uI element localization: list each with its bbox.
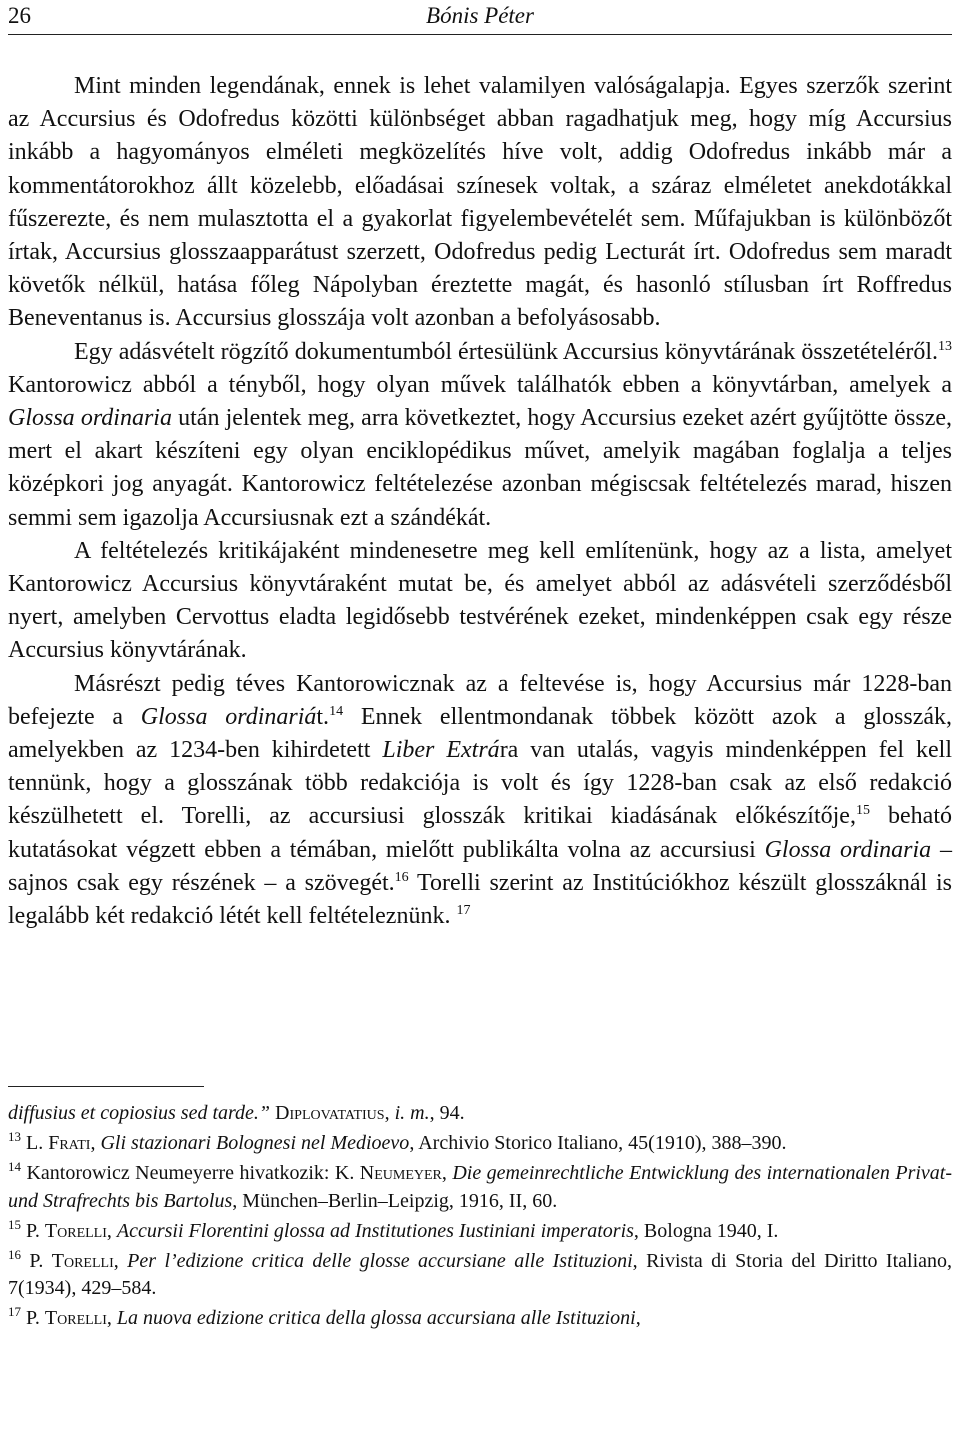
text-run: beható kutatásokat végzett ebben a témában, mielőtt publikálta volna az accursiusi <box>8 803 952 863</box>
author-name: Torelli <box>44 1307 107 1330</box>
footnote <box>8 1248 952 1302</box>
text-run: Egy adásvételt rögzítő dokumentumból értesülünk Accursius könyvtárának összetételéről. <box>74 338 938 365</box>
text-run: , Bologna 1940, I. <box>633 1219 779 1242</box>
footnote <box>8 1305 952 1332</box>
footnote-marker: 14 <box>329 703 344 719</box>
italic-text: La nuova edizione critica della glossa accursiana alle Istituzioni <box>116 1307 636 1330</box>
footnote-marker: 14 <box>8 1159 21 1175</box>
text-run: után jelentek meg, arra következtet, hogy Accursius ezeket azért gyűjtötte össze, mert el akart készíteni egy olyan enciklopédikus művet, amelyik magában foglalja a teljes középkori jog anyagát. Kantorowicz feltételezése azonban mégiscsak feltételezés marad, hiszen semmi sem igazolja Accursiusnak ezt a szándékát. <box>8 405 953 531</box>
text-run: Torelli szerint az Institúciókhoz készült glosszáknál is legalább két redakció létét kell feltételeznünk. <box>8 869 952 930</box>
footnote-marker: 15 <box>8 1216 21 1232</box>
body-text <box>8 70 952 933</box>
footnote <box>8 1100 952 1127</box>
text-run: A feltételezés kritikájaként mindenesetre meg kell említenünk, hogy az a lista, amelyet Kantorowicz Accursius könyvtáraként mutat be, és amelyet abból az adásvételi szerződésből nyert, amelyben Cervottus eladta legidősebb testvérének ezeket, mindenképpen csak egy része Accursius könyvtárának. <box>8 537 952 664</box>
italic-text: i. m. <box>394 1102 430 1124</box>
paragraph <box>8 535 952 668</box>
text-run: Kantorowicz abból a tényből, hogy olyan művek találhatók ebben a könyvtárban, amelyek a <box>8 371 952 398</box>
italic-text: Liber Extrá <box>382 737 500 764</box>
paragraph <box>8 70 952 336</box>
text-run: , <box>384 1102 395 1124</box>
text-run: , Rivista di Storia del Diritto Italiano, 7(1934), 429–584. <box>8 1250 953 1300</box>
text-run: Kantorowicz Neumeyerre hivatkozik: K. <box>21 1162 360 1185</box>
footnote-marker: 17 <box>8 1304 21 1320</box>
footnote <box>8 1130 952 1157</box>
text-run: , <box>90 1132 101 1155</box>
footnote-marker: 15 <box>855 803 870 819</box>
text-run: , Archivio Storico Italiano, 45(1910), 388–390. <box>409 1132 787 1155</box>
author-name: Torelli <box>51 1250 114 1273</box>
italic-text: Glossa ordinariá <box>140 703 317 730</box>
footnote <box>8 1160 952 1214</box>
footnote-marker: 16 <box>8 1247 21 1263</box>
footnotes <box>8 1100 952 1336</box>
text-run: t. <box>316 703 330 730</box>
text-run: Mint minden legendának, ennek is lehet valamilyen valóságalapja. Egyes szerzők szerint az Accursius és Odofredus közötti különbséget abban ragadhatjuk meg, hogy míg Accursius inkább a hagyományos elméleti megközelítés híve volt, addig Odofredus inkább már a kommentátorokhoz állt közelebb, előadásai színesek voltak, a száraz elméletet anekdotákkal fűszerezte, és nem mulasztotta el a gyakorlat figyelembevételét sem. Műfajukban is különbözőt írtak, Accursius glosszaapparátust szerzett, Odofredus pedig Lecturát írt. Odofredus sem maradt követők nélkül, hatása főleg Nápolyban éreztette magát, és hasonló stílusban írt Roffredus Beneventanus is. Accursius glosszája volt azonban a befolyásosabb. <box>8 73 952 332</box>
footnote-marker: 16 <box>394 869 409 885</box>
footnote-marker: 13 <box>938 338 952 354</box>
running-head-author: Bónis Péter <box>426 3 534 28</box>
text-run: , <box>635 1307 641 1330</box>
text-run: Ennek ellentmondanak többek között azok a glosszák, amelyekben az 1234-ben kihirdetett <box>8 703 952 764</box>
italic-text: diffusius et copiosius sed tarde.” <box>8 1102 276 1124</box>
footnote-marker: 13 <box>8 1129 21 1145</box>
author-name: Neumeyer <box>359 1162 442 1185</box>
page-number: 26 <box>8 3 31 28</box>
text-run: , <box>106 1219 117 1242</box>
author-name: Frati <box>48 1132 91 1155</box>
footnote-marker: 17 <box>456 903 471 919</box>
italic-text: Glossa ordinaria <box>8 405 172 432</box>
author-name: Torelli <box>44 1219 107 1242</box>
italic-text: Die gemeinrechtliche Entwicklung des internationalen Privat- und Strafrechts bis Bartolus <box>8 1162 953 1212</box>
text-run: – sajnos csak egy részének – a szövegét. <box>8 836 953 896</box>
text-run: L. <box>21 1132 49 1155</box>
author-name: Diplovatatius <box>275 1102 385 1124</box>
text-run: , 94. <box>429 1102 465 1124</box>
text-run: , <box>106 1307 117 1330</box>
italic-text: Glossa ordinaria <box>764 836 932 863</box>
italic-text: Gli stazionari Bolognesi nel Medioevo <box>100 1132 410 1155</box>
text-run: , <box>441 1162 453 1185</box>
paragraph <box>8 668 952 934</box>
text-run: P. <box>21 1307 45 1330</box>
paragraph <box>8 336 952 535</box>
text-run: P. <box>21 1250 52 1273</box>
text-run: , <box>113 1250 128 1273</box>
footnote-separator <box>8 1086 204 1087</box>
italic-text: Per l’edizione critica delle glosse accursiane alle Istituzioni <box>127 1250 633 1273</box>
italic-text: Accursii Florentini glossa ad Institutiones Iustiniani imperatoris <box>116 1219 634 1242</box>
text-run: ra van utalás, vagyis mindenképpen fel kell tennünk, hogy a glosszának több redakciója is volt és így 1228-ban csak az első redakció készülhetett el. Torelli, az accursiusi glosszák kritikai kiadásának előkészítője, <box>8 737 953 830</box>
text-run: Másrészt pedig téves Kantorowicznak az a feltevése is, hogy Accursius már 1228-ban befejezte a <box>8 670 952 730</box>
running-header <box>8 0 952 35</box>
text-run: P. <box>21 1219 45 1242</box>
text-run: , München–Berlin–Leipzig, 1916, II, 60. <box>232 1189 558 1212</box>
footnote <box>8 1218 952 1245</box>
